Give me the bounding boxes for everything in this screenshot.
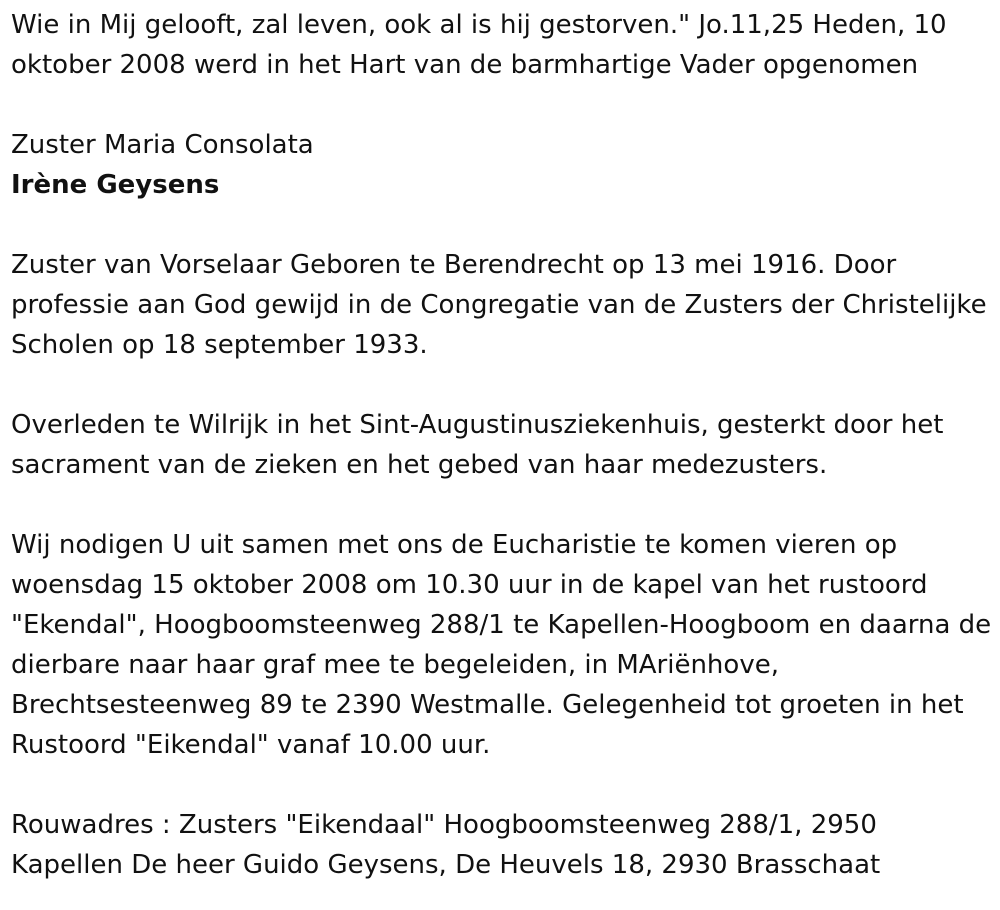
address-paragraph: Rouwadres : Zusters "Eikendaal" Hoogboomsteenweg 288/1, 2950 Kapellen De heer Guido Geysens, De Heuvels 18, 2930 Brasschaat xyxy=(11,810,881,880)
death-paragraph: Overleden te Wilrijk in het Sint-Augustinusziekenhuis, gesterkt door het sacrament van de zieken en het gebed van haar medezusters. xyxy=(11,410,944,480)
religious-name: Zuster Maria Consolata xyxy=(11,130,314,160)
biography-paragraph: Zuster van Vorselaar Geboren te Berendrecht op 13 mei 1916. Door professie aan God gewijd in de Congregatie van de Zusters der Christelijke Scholen op 18 september 1933. xyxy=(11,250,987,360)
civil-name: Irène Geysens xyxy=(11,170,220,200)
death-notice xyxy=(11,5,996,885)
invitation-paragraph: Wij nodigen U uit samen met ons de Eucharistie te komen vieren op woensdag 15 oktober 2008 om 10.30 uur in de kapel van het rustoord "Ekendal", Hoogboomsteenweg 288/1 te Kapellen-Hoogboom en daarna de dierbare naar haar graf mee te begeleiden, in MAriënhove, Brechtsesteenweg 89 te 2390 Westmalle. Gelegenheid tot groeten in het Rustoord "Eikendal" vanaf 10.00 uur. xyxy=(11,530,992,760)
intro-paragraph: Wie in Mij gelooft, zal leven, ook al is hij gestorven." Jo.11,25 Heden, 10 oktober 2008 werd in het Hart van de barmhartige Vader opgenomen xyxy=(11,10,947,80)
